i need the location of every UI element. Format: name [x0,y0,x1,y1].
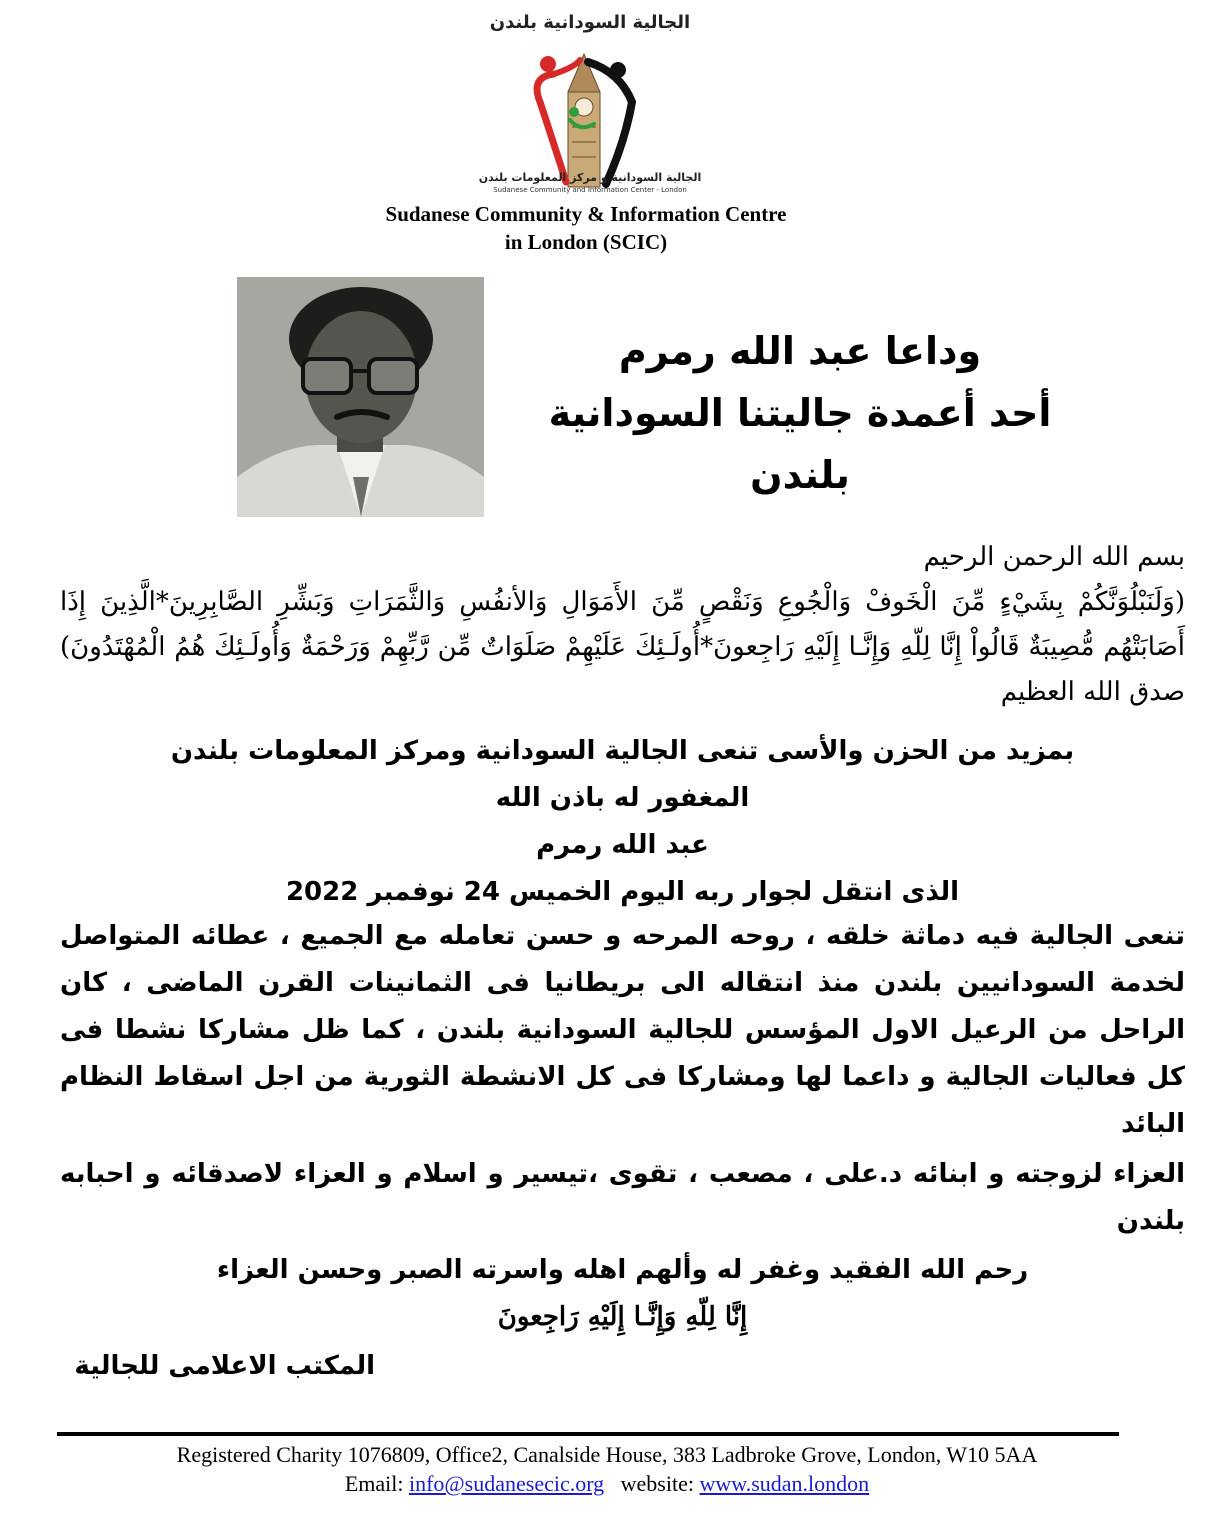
deceased-name: عبد الله رمرم [536,830,709,860]
website-link[interactable]: www.sudan.london [699,1471,870,1496]
portrait-illustration [237,277,484,517]
announcement-line1: بمزيد من الحزن والأسى تنعى الجالية السودانية ومركز المعلومات بلندن [170,736,1075,766]
big-ben-figures-emblem [470,32,710,192]
announcement-date-line: الذى انتقل لجوار ربه اليوم الخميس 24 نوفمبر 2022 [285,877,960,907]
signature-text: المكتب الاعلامى للجالية [74,1351,375,1381]
footer-divider [57,1432,1119,1436]
footer-contact [57,1469,1157,1498]
condolence-text: العزاء لزوجته و ابنائه د.على ، مصعب ، تقوى ،تيسير و اسلام و العزاء لاصدقائه و احبابه بلندن [60,1159,1185,1236]
headline-line2: أحد أعمدة جاليتنا السودانية بلندن [548,391,1052,497]
headline-line1: وداعا عبد الله رمرم [618,329,982,373]
website-label: website: [620,1471,694,1496]
basmala: بسم الله الرحمن الرحيم [923,542,1185,572]
logo-sub-text-en: Sudanese Community and Information Center - London [493,186,687,194]
org-title [0,200,1172,256]
condolence-paragraph [60,1151,1185,1245]
logo-top-text: الجالية السودانية بلندن [489,12,691,33]
closing-prayer: رحم الله الفقيد وغفر له وألهم اهله واسرته الصبر وحسن العزاء [216,1255,1029,1285]
closing-verse: إِنَّا لِلّهِ وَإِنَّـا إِلَيْهِ رَاجِعونَ [497,1302,748,1332]
org-title-line1: Sudanese Community & Information Centre [385,202,787,226]
headline [500,320,1100,506]
logo-sub-text-ar: الجالية السودانية و مركز المعلومات بلندن [478,171,702,184]
email-label: Email: [344,1471,404,1496]
tribute-paragraph [60,913,1185,1148]
announcement-line2: المغفور له باذن الله [495,783,750,813]
verse-block [60,535,1185,715]
org-title-line2: in London (SCIC) [504,230,668,254]
announcement-block [60,728,1185,916]
footer-address: Registered Charity 1076809, Office2, Canalside House, 383 Ladbroke Grove, London, W10 5AA [176,1442,1038,1467]
signature [55,1343,375,1390]
verse-text: (وَلَنَبْلُوَنَّكُمْ بِشَيْءٍ مِّنَ الْخَوفْ وَالْجُوعِ وَنَقْصٍ مِّنَ الأَمَوَالِ وَالأنفُسِ وَالثَّمَرَاتِ وَبَشِّرِ الصَّابِرِينَ*الَّذِينَ إِذَا أَصَابَتْهُم مُّصِيبَةٌ قَالُواْ إِنَّا لِلّهِ وَإِنَّـا إِلَيْهِ رَاجِعونَ*أُولَـئِكَ عَلَيْهِمْ صَلَوَاتٌ مِّن رَّبِّهِمْ وَرَحْمَةٌ وَأُولَـئِكَ هُمُ الْمُهْتَدُونَ) صدق الله العظيم [60,587,1185,707]
scic-logo [470,12,710,202]
tribute-text: تنعى الجالية فيه دماثة خلقه ، روحه المرحه و حسن تعامله مع الجميع ، عطائه المتواصل لخدمة السودانيين بلندن منذ انتقاله الى بريطانيا فى الثمانينات القرن الماضى ، كان الراحل من الرعيل الاول المؤسس للجالية السودانية بلندن ، كما ظل مشاركا نشطا فى كل فعاليات الجالية و داعما لها ومشاركا فى كل الانشطة الثورية من اجل اسقاط النظام البائد [60,921,1185,1139]
closing-block [60,1247,1185,1341]
email-link[interactable]: info@sudanesecic.org [408,1471,605,1496]
portrait-photo [237,277,484,517]
